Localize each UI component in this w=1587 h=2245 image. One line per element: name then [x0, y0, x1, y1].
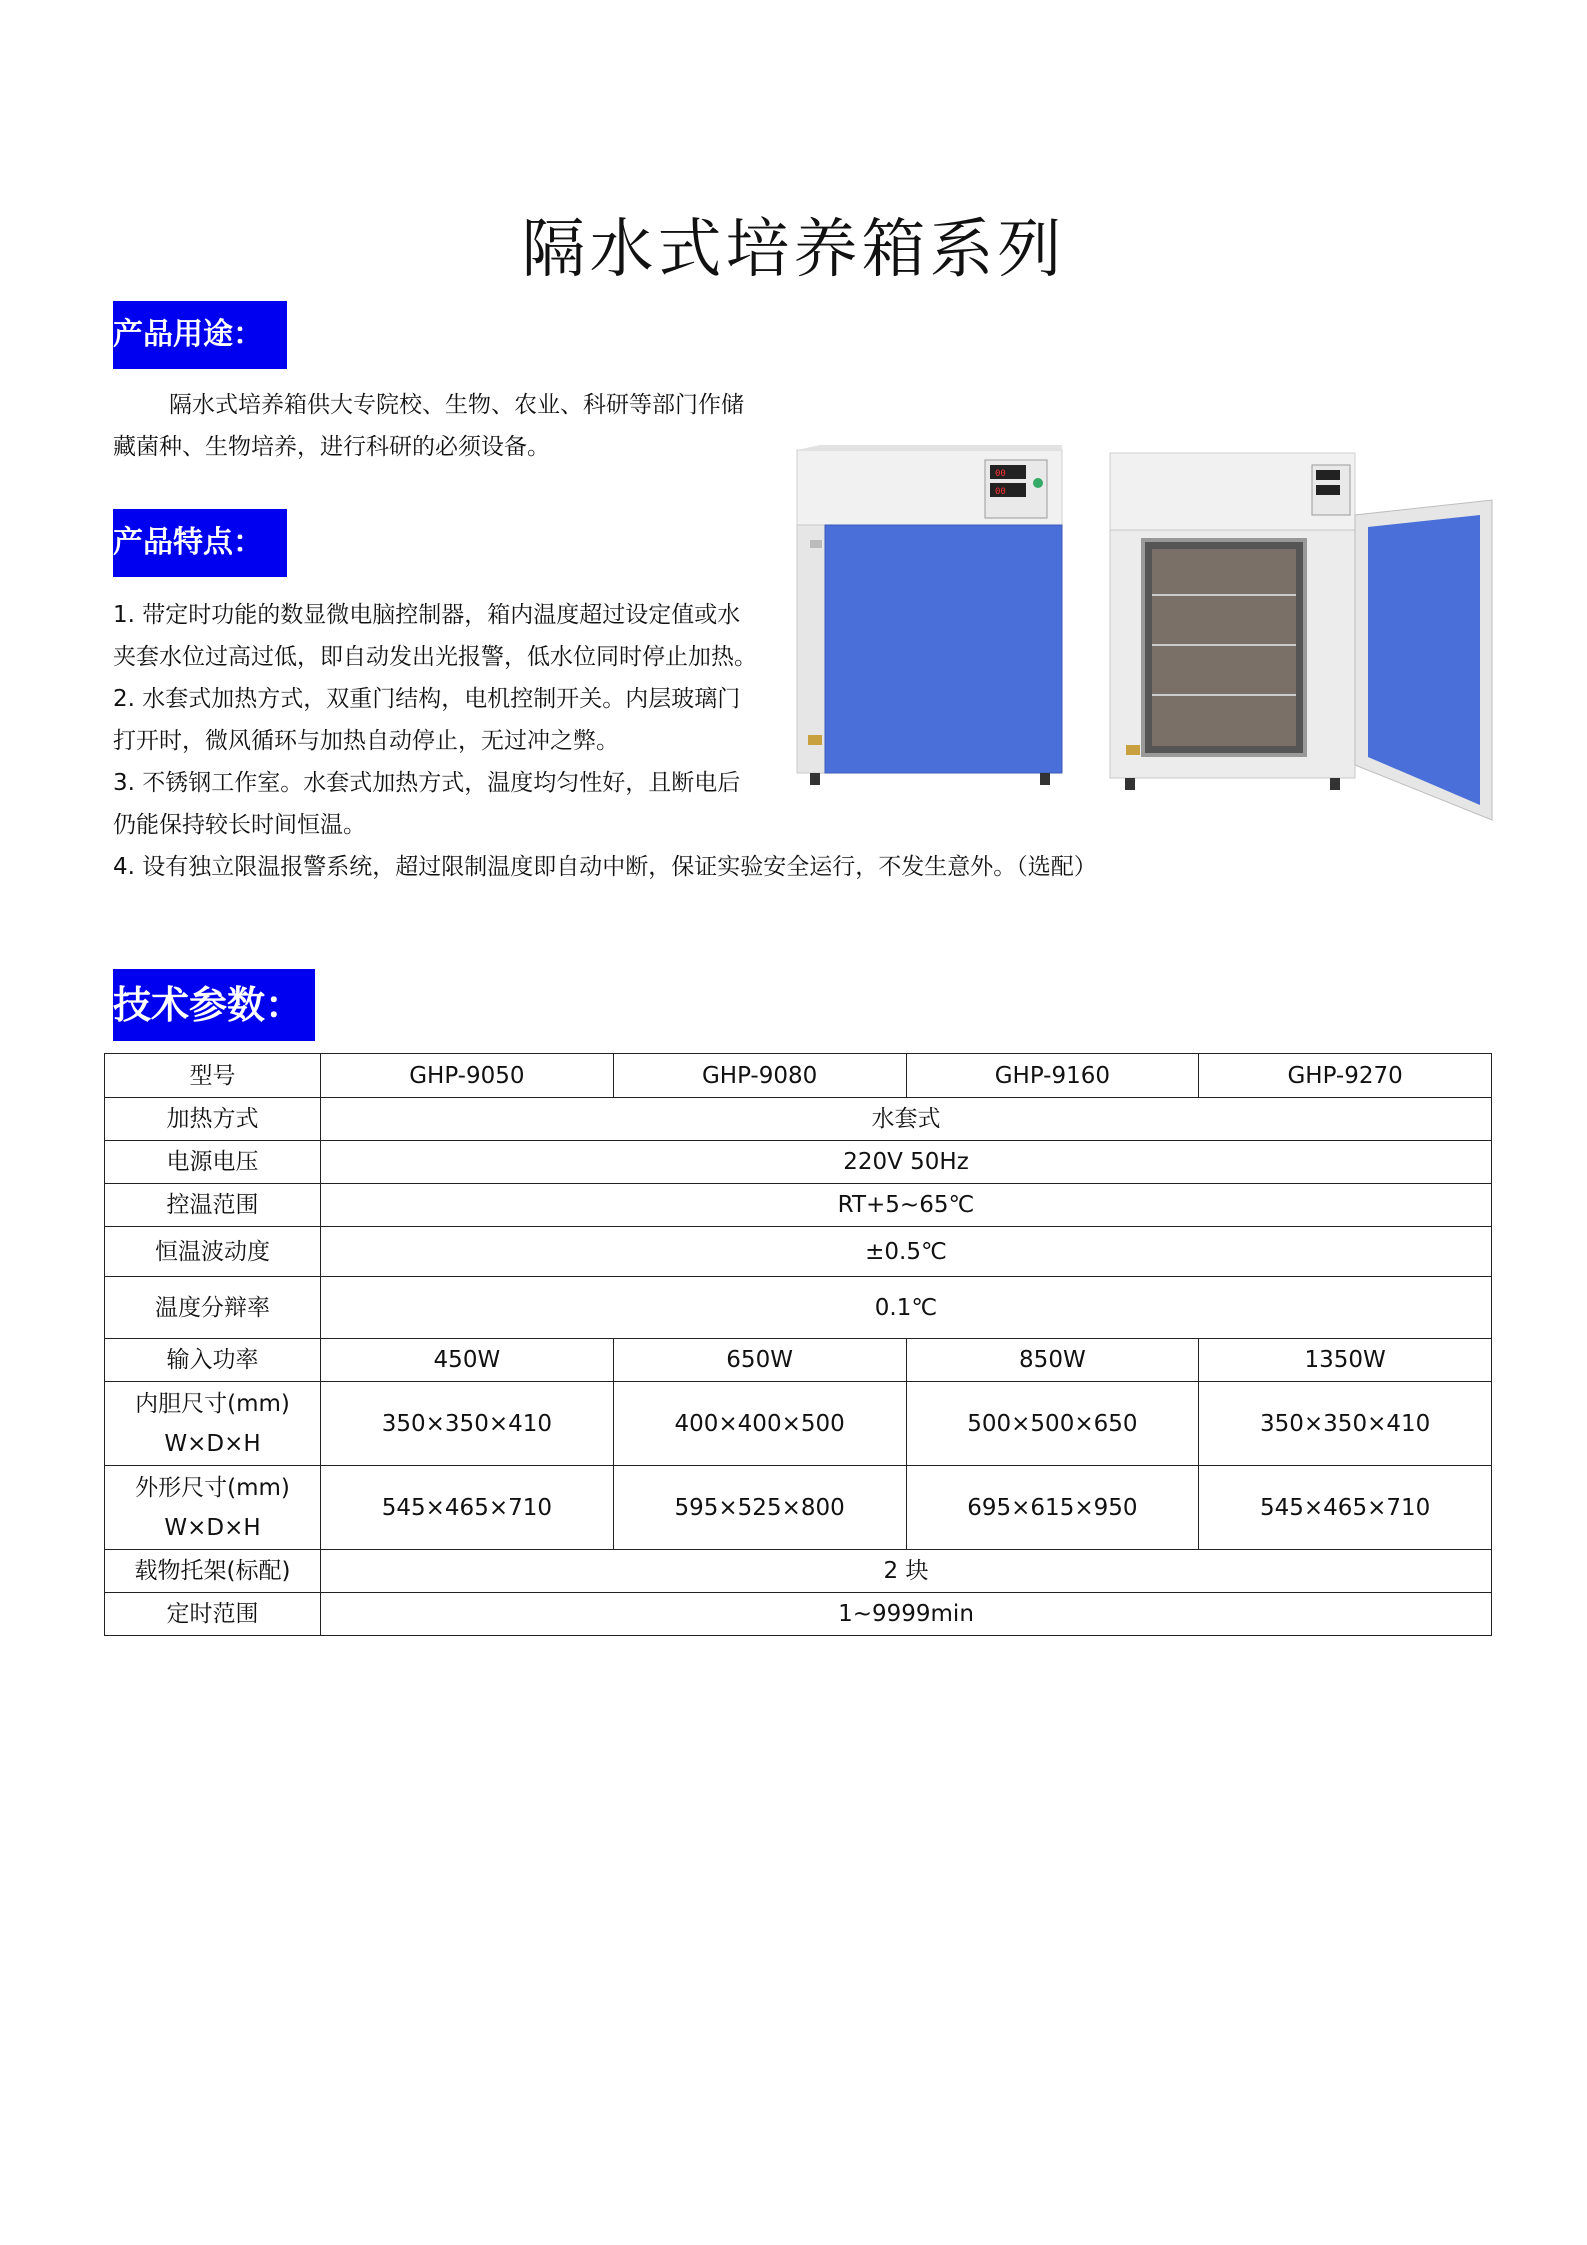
value-cell: 350×350×410	[321, 1382, 614, 1466]
row-label: 控温范围	[105, 1184, 321, 1227]
feature-item: 4. 设有独立限温报警系统，超过限制温度即自动中断，保证实验安全运行，不发生意外。（选配）	[113, 854, 1097, 880]
value-cell: 400×400×500	[613, 1382, 906, 1466]
table-row	[105, 1227, 1492, 1277]
value-cell: 450W	[321, 1339, 614, 1382]
value-cell: 650W	[613, 1339, 906, 1382]
row-label-line: W×D×H	[164, 1430, 261, 1457]
svg-text:00: 00	[995, 487, 1006, 497]
model-cell: GHP-9080	[613, 1054, 906, 1098]
row-label: 恒温波动度	[105, 1227, 321, 1277]
open-incubator-image	[1110, 453, 1492, 820]
table-row	[105, 1277, 1492, 1339]
spec-table	[104, 1053, 1492, 1636]
feature-item: 2. 水套式加热方式，双重门结构，电机控制开关。内层玻璃门打开时，微风循环与加热自动停止，无过冲之弊。	[113, 686, 741, 754]
value-cell: 水套式	[321, 1098, 1492, 1141]
row-label: 定时范围	[105, 1593, 321, 1636]
usage-text: 隔水式培养箱供大专院校、生物、农业、科研等部门作储藏菌种、生物培养，进行科研的必须设备。	[113, 392, 744, 460]
row-label	[105, 1466, 321, 1550]
value-cell: 220V 50Hz	[321, 1141, 1492, 1184]
row-label: 输入功率	[105, 1339, 321, 1382]
table-row	[105, 1339, 1492, 1382]
table-row	[105, 1054, 1492, 1098]
value-cell: 850W	[906, 1339, 1199, 1382]
value-cell: 545×465×710	[1199, 1466, 1492, 1550]
row-label-line: W×D×H	[164, 1514, 261, 1541]
value-cell: RT+5~65℃	[321, 1184, 1492, 1227]
value-cell: 595×525×800	[613, 1466, 906, 1550]
table-row	[105, 1141, 1492, 1184]
model-cell: GHP-9050	[321, 1054, 614, 1098]
features-header: 产品特点：	[113, 509, 287, 577]
table-row	[105, 1184, 1492, 1227]
row-label: 载物托架(标配)	[105, 1550, 321, 1593]
svg-text:00: 00	[995, 469, 1006, 479]
row-label-line: 外形尺寸(mm)	[135, 1474, 290, 1501]
value-cell: 0.1℃	[321, 1277, 1492, 1339]
feature-item: 1. 带定时功能的数显微电脑控制器，箱内温度超过设定值或水夹套水位过高过低，即自动发出光报警，低水位同时停止加热。	[113, 602, 757, 670]
value-cell: ±0.5℃	[321, 1227, 1492, 1277]
row-label: 温度分辩率	[105, 1277, 321, 1339]
value-cell: 545×465×710	[321, 1466, 614, 1550]
usage-header: 产品用途：	[113, 301, 287, 369]
specs-header: 技术参数：	[113, 969, 315, 1041]
table-row	[105, 1098, 1492, 1141]
value-cell: 350×350×410	[1199, 1382, 1492, 1466]
model-cell: GHP-9270	[1199, 1054, 1492, 1098]
product-photos	[790, 445, 1500, 840]
row-label: 加热方式	[105, 1098, 321, 1141]
table-row	[105, 1593, 1492, 1636]
value-cell: 1350W	[1199, 1339, 1492, 1382]
table-row	[105, 1550, 1492, 1593]
closed-incubator-image	[797, 445, 1062, 785]
table-row	[105, 1466, 1492, 1550]
value-cell: 2 块	[321, 1550, 1492, 1593]
page-title: 隔水式培养箱系列	[521, 213, 1066, 287]
table-row	[105, 1382, 1492, 1466]
row-label: 电源电压	[105, 1141, 321, 1184]
model-cell: GHP-9160	[906, 1054, 1199, 1098]
value-cell: 1~9999min	[321, 1593, 1492, 1636]
row-label: 型号	[105, 1054, 321, 1098]
row-label	[105, 1382, 321, 1466]
value-cell: 500×500×650	[906, 1382, 1199, 1466]
value-cell: 695×615×950	[906, 1466, 1199, 1550]
row-label-line: 内胆尺寸(mm)	[135, 1390, 290, 1417]
feature-item: 3. 不锈钢工作室。水套式加热方式，温度均匀性好，且断电后仍能保持较长时间恒温。	[113, 770, 741, 838]
